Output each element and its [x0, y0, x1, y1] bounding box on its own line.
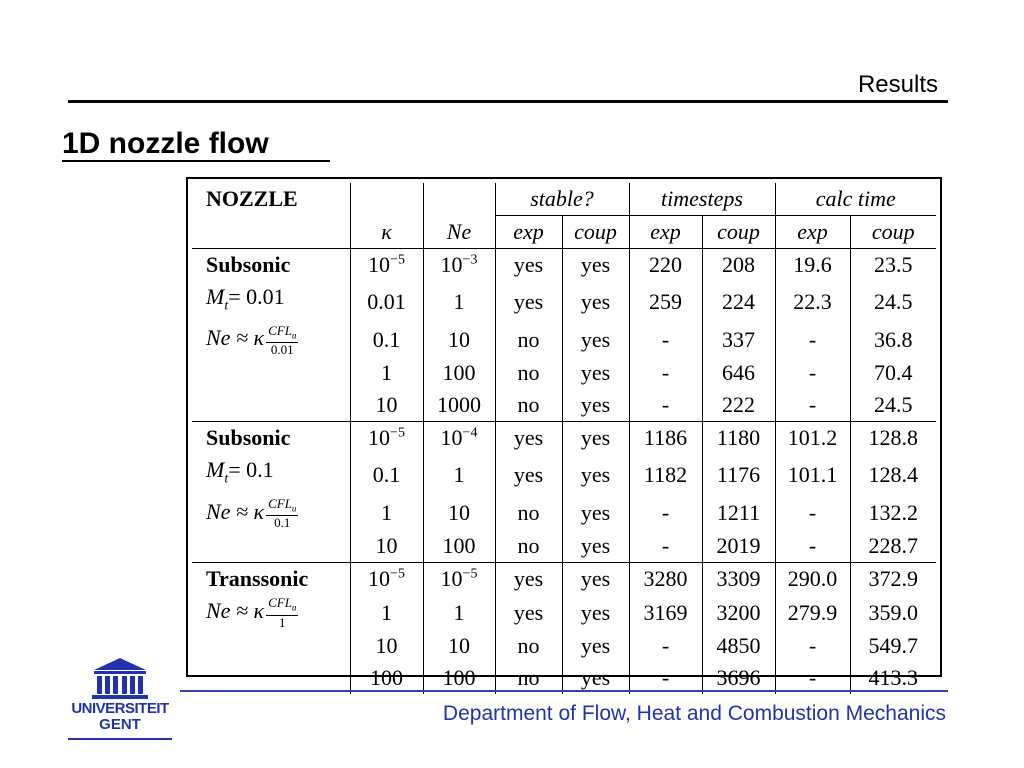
kappa-cell — [350, 595, 423, 630]
timesteps-exp-cell: - — [629, 389, 702, 422]
kappa-value: 10 — [375, 533, 398, 559]
university-building-icon — [64, 656, 176, 702]
calc-time-coup-cell: 24.5 — [850, 389, 936, 422]
cfl-fraction — [266, 324, 298, 358]
timesteps-exp-cell: - — [629, 630, 702, 662]
logo-underline — [68, 738, 172, 740]
table-row — [192, 389, 936, 422]
kappa-cell — [350, 630, 423, 662]
cfl-subscript: u — [291, 503, 297, 514]
calc-time-coup-cell: 23.5 — [850, 249, 936, 282]
header-label: Results — [857, 71, 938, 98]
results-table-frame — [186, 177, 942, 691]
timesteps-coup-cell: 224 — [702, 281, 775, 322]
calc-time-exp-cell: 101.2 — [775, 422, 850, 455]
ne-formula — [206, 322, 298, 358]
cfl-denominator: 1 — [279, 615, 286, 631]
timesteps-exp-cell: - — [629, 322, 702, 357]
cfl-numerator — [266, 497, 298, 517]
kappa-value: 0.1 — [372, 326, 401, 352]
mach-value: = 0.01 — [228, 284, 285, 309]
cfl-numerator — [266, 324, 298, 344]
kappa-value: 1 — [381, 360, 392, 386]
ne-cell — [423, 530, 495, 563]
group-label-cell — [192, 281, 350, 322]
table-row — [192, 496, 936, 531]
results-table — [192, 183, 936, 694]
stable-coup-cell: yes — [562, 322, 629, 357]
group-name: Subsonic — [206, 252, 291, 277]
timesteps-coup-cell: 4850 — [702, 630, 775, 662]
footer-rule — [180, 690, 948, 692]
calc-time-exp-cell: - — [775, 662, 850, 694]
header-corner: NOZZLE — [206, 186, 298, 212]
stable-exp-cell: no — [495, 630, 562, 662]
stable-exp-cell: no — [495, 662, 562, 694]
header-kappa: κ — [350, 216, 423, 249]
group-label-cell — [192, 454, 350, 495]
stable-coup-cell: yes — [562, 454, 629, 495]
calc-time-coup-cell: 24.5 — [850, 281, 936, 322]
mach-expression — [206, 284, 285, 314]
cfl-symbol: CFL — [268, 322, 292, 338]
calc-time-exp-cell: - — [775, 322, 850, 357]
cfl-denominator: 0.01 — [270, 342, 294, 358]
timesteps-coup-cell: 646 — [702, 357, 775, 389]
university-logo — [64, 656, 176, 742]
title-underline — [62, 160, 330, 162]
kappa-value: 0.1 — [372, 461, 401, 487]
table-row — [192, 563, 936, 596]
group-name: Transsonic — [206, 566, 309, 592]
ne-value: 100 — [442, 360, 476, 386]
table-row — [192, 249, 936, 282]
footer-department: Department of Flow, Heat and Combustion Mechanics — [442, 702, 946, 725]
header-blank-kappa — [350, 183, 423, 216]
group-name: Subsonic — [206, 425, 291, 451]
kappa-exponent: −5 — [390, 566, 405, 582]
ne-value: 10 — [448, 326, 470, 352]
header-rule — [68, 100, 948, 103]
header-stable-coup: coup — [562, 216, 629, 249]
mach-symbol: M — [206, 284, 225, 309]
calc-time-coup-cell: 70.4 — [850, 357, 936, 389]
ne-value: 1000 — [437, 392, 481, 418]
calc-time-exp-cell: 279.9 — [775, 595, 850, 630]
timesteps-exp-cell: 3280 — [629, 563, 702, 596]
stable-coup-cell: yes — [562, 496, 629, 531]
stable-coup-cell: yes — [562, 662, 629, 694]
calc-time-exp-cell: - — [775, 530, 850, 563]
ne-cell — [423, 422, 495, 455]
ne-exponent: −5 — [462, 566, 478, 582]
ne-value: 10 — [448, 633, 470, 659]
mach-subscript: t — [224, 298, 229, 314]
stable-exp-cell: no — [495, 496, 562, 531]
ne-cell — [423, 563, 495, 596]
stable-coup-cell: yes — [562, 389, 629, 422]
timesteps-coup-cell: 222 — [702, 389, 775, 422]
ne-value: 100 — [442, 533, 476, 559]
calc-time-coup-cell: 359.0 — [850, 595, 936, 630]
stable-exp-cell: no — [495, 389, 562, 422]
cfl-subscript: u — [291, 330, 297, 341]
kappa-value: 10 — [375, 633, 398, 659]
group-label-cell — [192, 630, 350, 662]
group-label-cell — [192, 563, 350, 596]
ne-formula-lhs: Ne ≈ κ — [206, 598, 265, 624]
cfl-subscript: u — [291, 603, 297, 614]
calc-time-exp-cell: 290.0 — [775, 563, 850, 596]
ne-value: 10 — [440, 425, 463, 451]
timesteps-coup-cell: 3200 — [702, 595, 775, 630]
timesteps-exp-cell: 1182 — [629, 454, 702, 495]
kappa-value: 100 — [370, 665, 403, 691]
table-row — [192, 530, 936, 563]
calc-time-coup-cell: 413.3 — [850, 662, 936, 694]
group-label-cell — [192, 496, 350, 531]
group-label-cell — [192, 322, 350, 357]
calc-time-exp-cell: 101.1 — [775, 454, 850, 495]
header-timesteps-exp: exp — [629, 216, 702, 249]
group-label-cell — [192, 249, 350, 282]
kappa-cell — [350, 389, 423, 422]
group-label-cell — [192, 530, 350, 563]
stable-coup-cell: yes — [562, 630, 629, 662]
cfl-denominator: 0.1 — [274, 515, 291, 531]
header-stable-exp: exp — [495, 216, 562, 249]
header-row-1 — [192, 183, 936, 216]
ne-cell — [423, 595, 495, 630]
ne-cell — [423, 249, 495, 282]
calc-time-exp-cell: - — [775, 357, 850, 389]
mach-value: = 0.1 — [228, 457, 274, 483]
timesteps-coup-cell: 3696 — [702, 662, 775, 694]
kappa-exponent: −5 — [390, 425, 405, 441]
calc-time-coup-cell: 228.7 — [850, 530, 936, 563]
calc-time-exp-cell: - — [775, 496, 850, 531]
stable-coup-cell: yes — [562, 357, 629, 389]
timesteps-exp-cell: 3169 — [629, 595, 702, 630]
kappa-cell — [350, 496, 423, 531]
table-row — [192, 630, 936, 662]
timesteps-exp-cell: - — [629, 530, 702, 563]
timesteps-exp-cell: 259 — [629, 281, 702, 322]
header-timesteps: timesteps — [629, 183, 775, 216]
header-timesteps-coup: coup — [702, 216, 775, 249]
logo-text-line1: UNIVERSITEIT — [71, 700, 169, 717]
calc-time-coup-cell: 132.2 — [850, 496, 936, 531]
ne-value: 10 — [440, 252, 463, 277]
header-stable: stable? — [495, 183, 629, 216]
ne-value: 1 — [453, 599, 465, 625]
ne-cell — [423, 389, 495, 422]
kappa-cell — [350, 530, 423, 563]
calc-time-exp-cell: 22.3 — [775, 281, 850, 322]
calc-time-coup-cell: 36.8 — [850, 322, 936, 357]
ne-cell — [423, 454, 495, 495]
stable-coup-cell: yes — [562, 563, 629, 596]
kappa-value: 10 — [368, 425, 391, 451]
ne-formula-lhs: Ne ≈ κ — [206, 498, 265, 524]
stable-exp-cell: yes — [495, 422, 562, 455]
kappa-cell — [350, 322, 423, 357]
kappa-cell — [350, 357, 423, 389]
ne-cell — [423, 322, 495, 357]
stable-exp-cell: yes — [495, 454, 562, 495]
kappa-cell — [350, 422, 423, 455]
group-label-cell — [192, 389, 350, 422]
kappa-exponent: −5 — [390, 252, 405, 268]
timesteps-exp-cell: 220 — [629, 249, 702, 282]
kappa-cell — [350, 249, 423, 282]
stable-coup-cell: yes — [562, 530, 629, 563]
mach-subscript: t — [224, 471, 229, 487]
slide-title: 1D nozzle flow — [62, 127, 269, 160]
ne-value: 10 — [440, 566, 463, 592]
ne-formula — [206, 595, 298, 631]
kappa-value: 10 — [375, 392, 398, 418]
timesteps-coup-cell: 1211 — [702, 496, 775, 531]
header-row-2 — [192, 216, 936, 249]
calc-time-coup-cell: 128.8 — [850, 422, 936, 455]
mach-expression — [206, 457, 274, 487]
timesteps-exp-cell: - — [629, 496, 702, 531]
cfl-fraction — [266, 497, 298, 531]
table-row — [192, 281, 936, 322]
ne-cell — [423, 357, 495, 389]
timesteps-coup-cell: 2019 — [702, 530, 775, 563]
table-row — [192, 422, 936, 455]
logo-text-line2: GENT — [99, 716, 141, 733]
stable-exp-cell: yes — [495, 281, 562, 322]
timesteps-coup-cell: 1180 — [702, 422, 775, 455]
calc-time-coup-cell: 549.7 — [850, 630, 936, 662]
header-blank-name — [192, 216, 350, 249]
timesteps-coup-cell: 1176 — [702, 454, 775, 495]
ne-formula-lhs: Ne ≈ κ — [206, 325, 265, 351]
cfl-symbol: CFL — [268, 595, 292, 611]
table-row — [192, 595, 936, 630]
timesteps-coup-cell: 3309 — [702, 563, 775, 596]
results-table-body — [192, 249, 936, 695]
stable-exp-cell: yes — [495, 249, 562, 282]
timesteps-exp-cell: - — [629, 662, 702, 694]
kappa-value: 10 — [368, 252, 391, 277]
kappa-cell — [350, 454, 423, 495]
cfl-symbol: CFL — [268, 495, 292, 511]
calc-time-exp-cell: - — [775, 630, 850, 662]
kappa-value: 0.01 — [367, 288, 406, 314]
stable-coup-cell: yes — [562, 595, 629, 630]
cfl-fraction — [266, 596, 298, 630]
stable-coup-cell: yes — [562, 281, 629, 322]
group-label-cell — [192, 357, 350, 389]
mach-symbol: M — [206, 457, 225, 483]
stable-exp-cell: no — [495, 357, 562, 389]
ne-cell — [423, 281, 495, 322]
table-row — [192, 322, 936, 357]
stable-exp-cell: no — [495, 322, 562, 357]
header-calc-time: calc time — [775, 183, 936, 216]
stable-coup-cell: yes — [562, 422, 629, 455]
stable-exp-cell: no — [495, 530, 562, 563]
header-calc-exp: exp — [775, 216, 850, 249]
header-blank-ne — [423, 183, 495, 216]
kappa-value: 1 — [381, 499, 392, 525]
timesteps-coup-cell: 337 — [702, 322, 775, 357]
stable-coup-cell: yes — [562, 249, 629, 282]
ne-exponent: −3 — [462, 252, 478, 268]
calc-time-coup-cell: 372.9 — [850, 563, 936, 596]
ne-cell — [423, 630, 495, 662]
table-row — [192, 357, 936, 389]
timesteps-exp-cell: - — [629, 357, 702, 389]
calc-time-coup-cell: 128.4 — [850, 454, 936, 495]
ne-value: 10 — [448, 499, 470, 525]
group-label-cell — [192, 422, 350, 455]
table-row — [192, 454, 936, 495]
ne-exponent: −4 — [462, 425, 478, 441]
ne-value: 1 — [453, 288, 465, 314]
kappa-cell — [350, 281, 423, 322]
stable-exp-cell: yes — [495, 595, 562, 630]
timesteps-exp-cell: 1186 — [629, 422, 702, 455]
kappa-cell — [350, 563, 423, 596]
ne-value: 100 — [442, 665, 476, 691]
calc-time-exp-cell: - — [775, 389, 850, 422]
kappa-value: 1 — [381, 599, 392, 625]
header-ne: Ne — [423, 216, 495, 249]
calc-time-exp-cell: 19.6 — [775, 249, 850, 282]
cfl-numerator — [266, 596, 298, 616]
ne-formula — [206, 495, 298, 531]
ne-value: 1 — [453, 461, 465, 487]
stable-exp-cell: yes — [495, 563, 562, 596]
header-calc-coup: coup — [850, 216, 936, 249]
timesteps-coup-cell: 208 — [702, 249, 775, 282]
ne-cell — [423, 496, 495, 531]
kappa-value: 10 — [368, 566, 391, 592]
group-label-cell — [192, 595, 350, 630]
